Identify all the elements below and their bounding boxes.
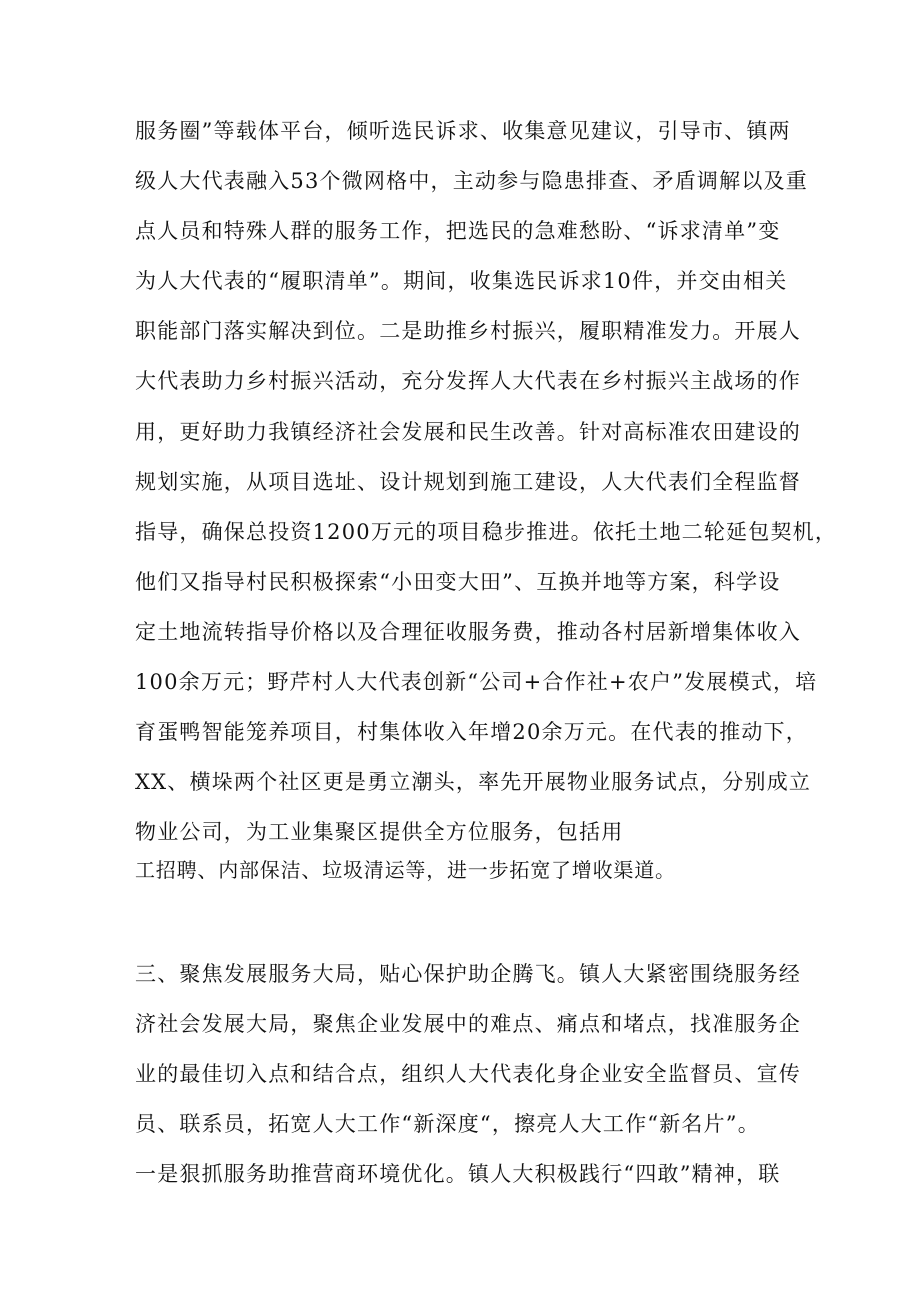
- text-line: 三、聚焦发展服务大局，贴心保护助企腾飞。镇人大紧密围绕服务经: [135, 962, 801, 986]
- text-line: 职能部门落实解决到位。二是助推乡村振兴，履职精准发力。开展人: [135, 319, 801, 343]
- text-line: 点人员和特殊人群的服务工作，把选民的急难愁盼、“诉求清单”变: [135, 219, 781, 243]
- text-line: XX、横垛两个社区更是勇立潮头，率先开展物业服务试点，分别成立: [135, 770, 812, 794]
- text-line: 业的最佳切入点和结合点，组织人大代表化身企业安全监督员、宣传: [135, 1062, 801, 1086]
- text-line: 一是狠抓服务助推营商环境优化。镇人大积极践行“四敢”精神，联: [135, 1162, 781, 1186]
- text-line: 他们又指导村民积极探索“小田变大田”、互换并地等方案，科学设: [135, 570, 781, 594]
- text-line: 规划实施，从项目选址、设计规划到施工建设，人大代表们全程监督: [135, 470, 801, 494]
- text-line: 员、联系员，拓宽人大工作“新深度“，擦亮人大工作“新名片”。: [135, 1112, 760, 1136]
- text-line: 工招聘、内部保洁、垃圾清运等，进一步拓宽了增收渠道。: [135, 858, 676, 882]
- text-line: 物业公司，为工业集聚区提供全方位服务，包括用: [135, 820, 624, 844]
- text-line: 育蛋鸭智能笼养项目，村集体收入年增20余万元。在代表的推动下，: [135, 720, 808, 744]
- text-line: 大代表助力乡村振兴活动，充分发挥人大代表在乡村振兴主战场的作: [135, 369, 801, 393]
- text-line: 用，更好助力我镇经济社会发展和民生改善。针对高标准农田建设的: [135, 420, 801, 444]
- text-line: 济社会发展大局，聚焦企业发展中的难点、痛点和堵点，找准服务企: [135, 1012, 801, 1036]
- text-line: 指导，确保总投资1200万元的项目稳步推进。依托土地二轮延包契机，: [135, 520, 838, 544]
- text-line: 100余万元；野芹村人大代表创新“公司+合作社+农户”发展模式，培: [135, 670, 818, 694]
- text-line: 定土地流转指导价格以及合理征收服务费，推动各村居新增集体收入: [135, 620, 801, 644]
- text-line: 服务圈”等载体平台，倾听选民诉求、收集意见建议，引导市、镇两: [135, 119, 791, 143]
- text-line: 为人大代表的“履职清单”。期间，收集选民诉求10件，并交由相关: [135, 269, 788, 293]
- text-line: 级人大代表融入53个微网格中，主动参与隐患排查、矛盾调解以及重: [135, 169, 808, 193]
